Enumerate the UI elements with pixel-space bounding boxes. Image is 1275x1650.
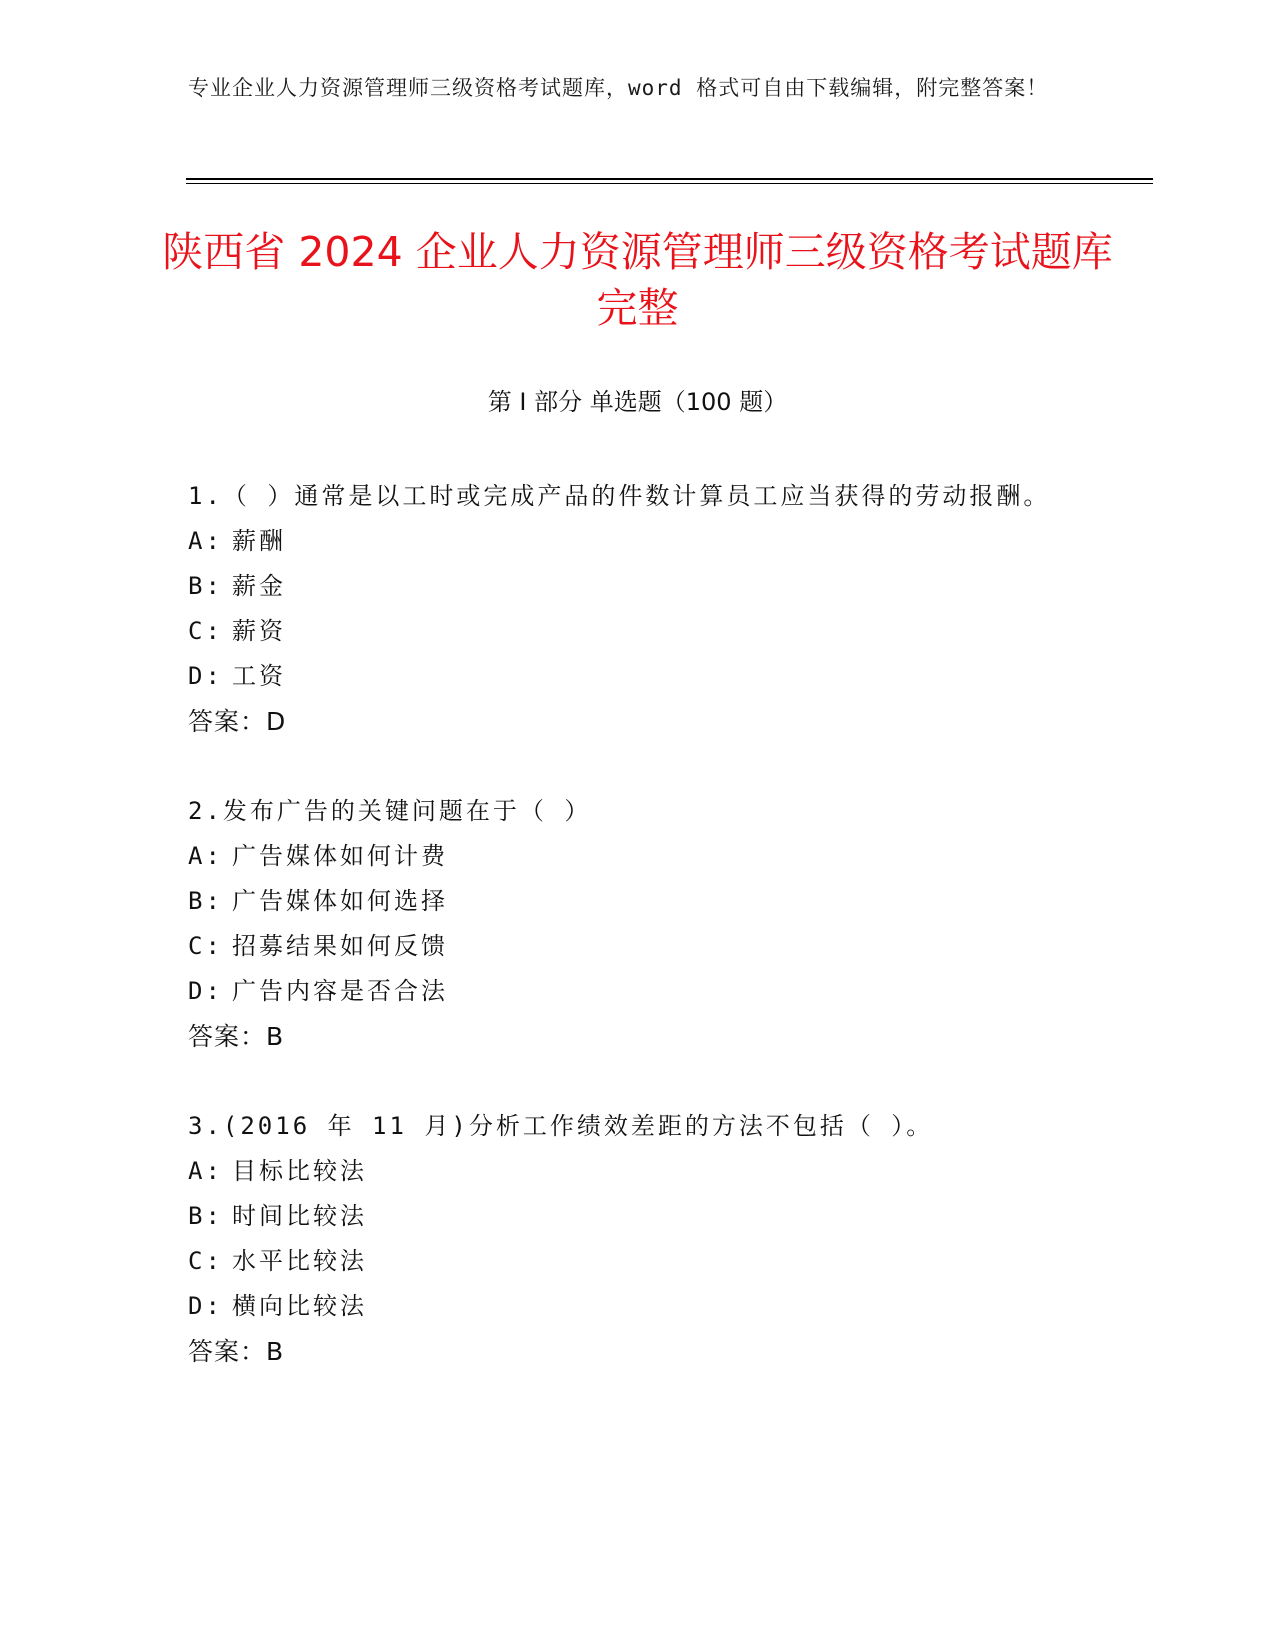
option-d [188,969,1068,1014]
question-stem: 2.发布广告的关键问题在于（ ） [188,797,592,825]
option-letter: B: [188,887,223,915]
option-letter: C: [188,617,223,645]
option-b [188,879,1068,924]
question-stem: 3.(2016 年 11 月)分析工作绩效差距的方法不包括（ ）。 [188,1112,934,1140]
option-text: 横向比较法 [232,1292,367,1320]
option-text: 薪资 [232,617,286,645]
option-letter: A: [188,527,223,555]
option-d [188,654,1068,699]
option-text: 薪酬 [232,527,286,555]
option-text: 招募结果如何反馈 [232,932,448,960]
option-letter: A: [188,1157,223,1185]
option-b [188,564,1068,609]
document-title: 陕西省 2024 企业人力资源管理师三级资格考试题库完整 [162,228,1113,332]
answer: 答案：B [188,1022,285,1051]
option-b [188,1194,1068,1239]
question-3 [188,1104,1068,1375]
question-list [188,474,1068,1419]
option-text: 广告内容是否合法 [232,977,448,1005]
option-a [188,519,1068,564]
section-title: 第 I 部分 单选题（100 题） [487,388,788,416]
header-note: 专业企业人力资源管理师三级资格考试题库，word 格式可自由下载编辑，附完整答案！ [188,76,1049,100]
option-text: 广告媒体如何计费 [232,842,448,870]
option-c [188,609,1068,654]
option-text: 时间比较法 [232,1202,367,1230]
option-c [188,1239,1068,1284]
question-stem: 1.（ ）通常是以工时或完成产品的件数计算员工应当获得的劳动报酬。 [188,482,1051,510]
option-letter: D: [188,977,223,1005]
option-a [188,834,1068,879]
question-2 [188,789,1068,1060]
option-c [188,924,1068,969]
option-d [188,1284,1068,1329]
header-rule-thick [186,178,1153,180]
option-letter: B: [188,1202,223,1230]
option-text: 水平比较法 [232,1247,367,1275]
header-rule-thin [186,183,1153,184]
answer: 答案：B [188,1337,285,1366]
option-letter: D: [188,1292,223,1320]
option-a [188,1149,1068,1194]
option-letter: D: [188,662,223,690]
question-1 [188,474,1068,745]
option-letter: A: [188,842,223,870]
option-letter: C: [188,932,223,960]
option-text: 工资 [232,662,286,690]
option-text: 目标比较法 [232,1157,367,1185]
option-letter: C: [188,1247,223,1275]
answer: 答案：D [188,707,287,736]
option-text: 广告媒体如何选择 [232,887,448,915]
option-letter: B: [188,572,223,600]
option-text: 薪金 [232,572,286,600]
